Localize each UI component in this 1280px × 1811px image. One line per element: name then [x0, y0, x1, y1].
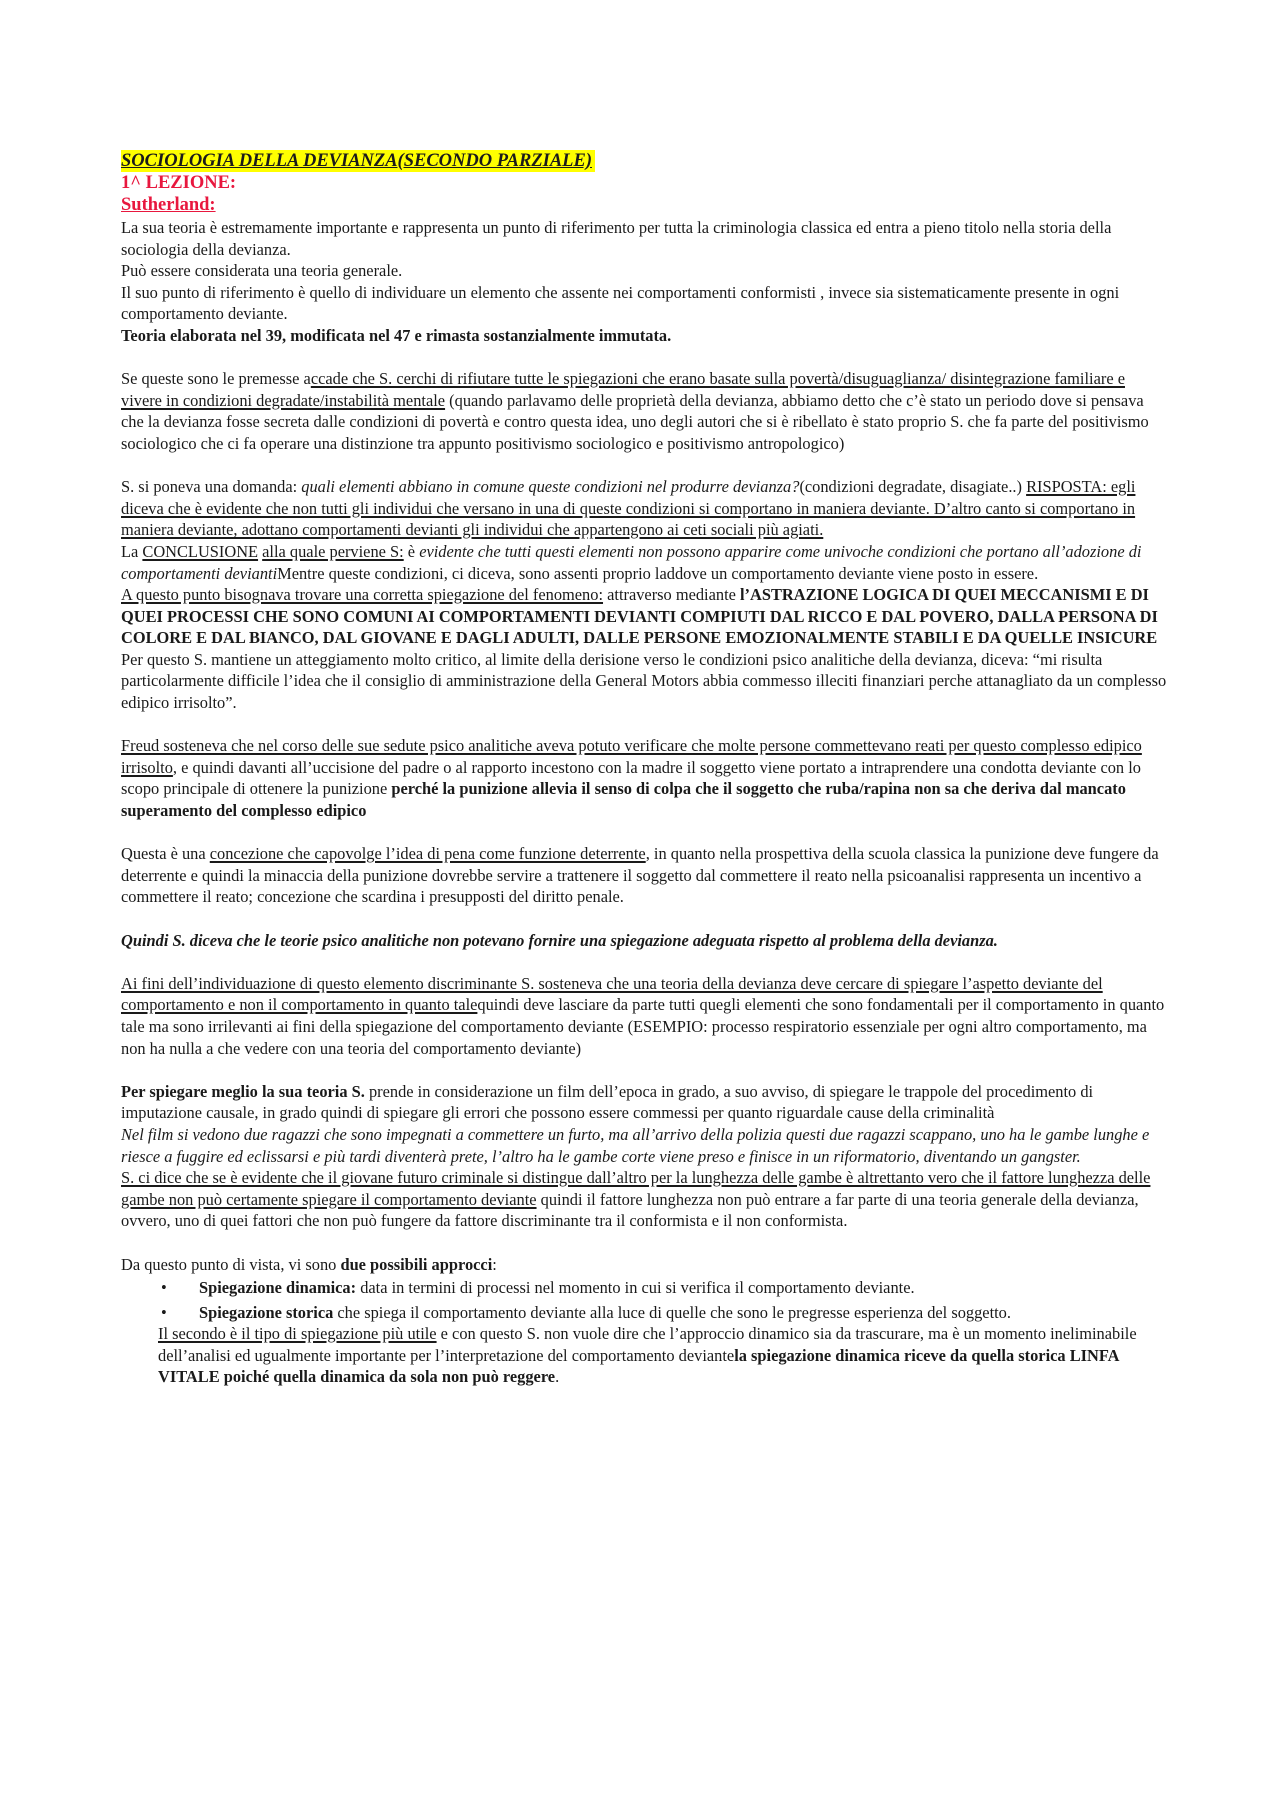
astrazione-paragraph: [121, 584, 1170, 714]
italic-run: evidente che tutti questi elementi non possono apparire come univoche condizioni che portano all’adozione di comportamenti devianti: [121, 541, 1142, 583]
intro-paragraph-1: La sua teoria è estremamente importante e rappresenta un punto di riferimento per tutta la criminologia classica ed entra a pieno titolo nella storia della sociologia della devianza.: [121, 218, 1112, 259]
underlined-run: alla quale perviene S:: [262, 541, 404, 561]
text-run: Da questo punto di vista, vi sono: [121, 1254, 341, 1274]
list-item-label: Spiegazione dinamica:: [199, 1278, 357, 1298]
intro-paragraph-2: Può essere considerata una teoria generale.: [121, 261, 403, 281]
freud-paragraph: [121, 735, 1170, 821]
underlined-run: A questo punto bisognava trovare una corretta spiegazione del fenomeno:: [121, 585, 604, 605]
text-run: Se queste sono le premesse a: [121, 369, 311, 389]
lesson-heading: 1^ LEZIONE:: [121, 173, 237, 193]
text-run: , in quanto nella prospettiva della scuola classica la punizione deve fungere da deterrente e quindi la minaccia della punizione dovrebbe servire a trattenere il soggetto dal commettere il reato nella psicoanalisi rappresenta un incentivo a commettere il reato; concezione che scardina i presupposti del diritto penale.: [121, 844, 1159, 907]
underlined-run: RISPOSTA: egli diceva che è evidente che non tutti gli individui che versano in una di queste condizioni si comportano in maniera deviante. D’altro canto si comportano in maniera deviante, adottano comportamenti devianti gli individui che appartengono ai ceti sociali più agiati.: [121, 477, 1136, 540]
spacer: [121, 455, 1170, 477]
underlined-run: concezione che capovolge l’idea di pena come funzione deterrente: [209, 844, 646, 864]
text-run: attraverso mediante: [603, 585, 740, 605]
spacer: [121, 1232, 1170, 1254]
film-paragraph: [121, 1081, 1170, 1124]
document-title-line: [121, 150, 1170, 172]
text-run: prende in considerazione un film dell’epoca in grado, a suo avviso, di spiegare le trappole del procedimento di imputazione causale, in grado quindi di spiegare gli errori che possono essere commessi per quanto riguardale cause della criminalità: [121, 1081, 1094, 1123]
bold-run: due possibili approcci: [340, 1254, 493, 1274]
bold-run: perché la punizione allevia il senso di colpa che il soggetto che ruba/rapina non sa che deriva dal mancato superamento del complesso edipico: [121, 779, 1126, 821]
bullet-icon: •: [161, 1302, 167, 1322]
italic-run: quali elementi abbiano in comune queste condizioni nel produrre devianza?: [301, 477, 800, 497]
underlined-run: ccade che S. cerchi di rifiutare tutte le spiegazioni che erano basate sulla povertà/disuguaglianza/ disintegrazione familiare e vivere in condizioni degradate/instabilità mentale: [121, 369, 1125, 410]
pena-paragraph: [121, 843, 1170, 908]
list-item: [121, 1302, 1170, 1324]
spacer: [121, 908, 1170, 930]
quindi-paragraph: [121, 930, 1170, 952]
text-run: (condizioni degradate, disagiate..): [799, 477, 1027, 497]
italic-run: Nel film si vedono due ragazzi che sono impegnati a commettere un furto, ma all’arrivo della polizia questi due ragazzi scappano, uno ha le gambe lunghe e riesce a fuggire ed eclissarsi e più tardi diventerà prete, l’altro ha le gambe corte viene preso e finisce in un riformatorio, diventando un gangster.: [121, 1124, 1150, 1166]
text-run: La: [121, 541, 143, 561]
text-run: e con questo S. non vuole dire che l’approccio dinamico sia da trascurare, ma è un momento ineliminabile dell’analisi ed ugualmente importante per l’interpretazione del comportamento deviante: [158, 1324, 1137, 1365]
underlined-run: Freud sosteneva che nel corso delle sue sedute psico analitiche aveva potuto verificare che molte persone commettevano reati per questo complesso edipico irrisolto: [121, 736, 1142, 777]
list-item: [121, 1277, 1170, 1299]
approcci-intro: [121, 1254, 1170, 1276]
bold-italic-run: Quindi S. diceva che le teorie psico analitiche non potevano fornire una spiegazione adeguata rispetto al problema della devianza.: [121, 930, 998, 950]
document-title: SOCIOLOGIA DELLA DEVIANZA(SECONDO PARZIALE): [121, 150, 595, 172]
underlined-run: CONCLUSIONE: [142, 541, 259, 561]
film-conclusion: [121, 1167, 1170, 1232]
text-run: è: [403, 541, 420, 561]
text-run: Mentre queste condizioni, ci diceva, sono assenti proprio laddove un comportamento deviante viene posto in essere.: [277, 563, 1039, 583]
bold-run: la spiegazione dinamica riceve da quella storica LINFA VITALE poiché quella dinamica da sola non può reggere: [158, 1345, 1119, 1387]
film-description: [121, 1124, 1170, 1167]
approcci-list: [121, 1277, 1170, 1323]
approcci-conclusion: [121, 1323, 1170, 1388]
list-item-label: Spiegazione storica: [199, 1302, 334, 1322]
bold-run: l’ASTRAZIONE LOGICA DI QUEI MECCANISMI E DI QUEI PROCESSI CHE SONO COMUNI AI COMPORTAMENTI DEVIANTI COMPIUTI DAL RICCO E DAL POVERO, DALLA PERSONA DI COLORE E DAL BIANCO, DAL GIOVANE E DAGLI ADULTI, DALLE PERSONE EMOZIONALMENTE STABILI E DA QUELLE INSICURE: [121, 585, 1158, 648]
bullet-icon: •: [161, 1278, 167, 1298]
discriminante-paragraph: [121, 973, 1170, 1059]
spacer: [121, 714, 1170, 736]
premesse-paragraph: [121, 368, 1170, 454]
domanda-paragraph: [121, 476, 1170, 541]
spacer: [121, 347, 1170, 369]
list-item-text: che spiega il comportamento deviante alla luce di quelle che sono le pregresse esperienza del soggetto.: [333, 1302, 1011, 1322]
list-item-text: data in termini di processi nel momento in cui si verifica il comportamento deviante.: [356, 1278, 915, 1298]
underlined-run: Ai fini dell’individuazione di questo elemento discriminante S. sosteneva che una teoria della devianza deve cercare di spiegare l’aspetto deviante del comportamento e non il comportamento in quanto tale: [121, 973, 1103, 1015]
text-run: (quando parlavamo delle proprietà della devianza, abbiamo detto che c’è stato un periodo dove si pensava che la devianza fosse secreta dalle condizioni di povertà e contro questa idea, uno degli autori che si è ribellato è stato proprio S. che fa parte del positivismo sociologico che ci fa operare una distinzione tra appunto positivismo sociologico e positivismo antropologico): [121, 390, 1149, 453]
text-run: :: [492, 1254, 497, 1274]
text-run: quindi deve lasciare da parte tutti quegli elementi che sono fondamentali per il comportamento in quanto tale ma sono irrilevanti ai fini della spiegazione del comportamento deviante (ESEMPIO: processo respiratorio essenziale per ogni altro comportamento, ma non ha nulla a che vedere con una teoria del comportamento deviante): [121, 995, 1165, 1058]
bold-run: Per spiegare meglio la sua teoria S.: [121, 1081, 365, 1101]
spacer: [121, 822, 1170, 844]
author-heading: Sutherland:: [121, 195, 216, 215]
spacer: [121, 951, 1170, 973]
underlined-run: Il secondo è il tipo di spiegazione più utile: [158, 1324, 437, 1344]
text-run: .: [555, 1367, 560, 1387]
text-run: Per questo S. mantiene un atteggiamento molto critico, al limite della derisione verso le condizioni psico analitiche della devianza, diceva: “mi risulta particolarmente difficile l’idea che il consiglio di amministrazione della General Motors abbia commesso illeciti finanziari perche attanagliato da un complesso edipico irrisolto”.: [121, 649, 1167, 713]
intro-bold-statement: Teoria elaborata nel 39, modificata nel 47 e rimasta sostanzialmente immutata.: [121, 325, 672, 345]
intro-paragraph-4: [121, 325, 1170, 347]
intro-paragraph-3: Il suo punto di riferimento è quello di individuare un elemento che assente nei comportamenti conformisti , invece sia sistematicamente presente in ogni comportamento deviante.: [121, 282, 1120, 324]
text-run: S. si poneva una domanda:: [121, 477, 302, 497]
text-run: , e quindi davanti all’uccisione del padre o al rapporto incestono con la madre il soggetto viene portato a intraprendere una condotta deviante con lo scopo principale di ottenere la punizione: [121, 757, 1141, 799]
text-run: Questa è una: [121, 844, 210, 864]
underlined-run: S. ci dice che se è evidente che il giovane futuro criminale si distingue dall’altro per la lunghezza delle gambe è altrettanto vero che il fattore lunghezza delle gambe non può certamente spiegare il comportamento deviante: [121, 1168, 1151, 1209]
text-run: quindi il fattore lunghezza non può entrare a far parte di una teoria generale della devianza, ovvero, uno di quei fattori che non può fungere da fattore discriminante tra il conformista e il non conformista.: [121, 1189, 1139, 1231]
spacer: [121, 1059, 1170, 1081]
conclusione-paragraph: [121, 541, 1170, 584]
